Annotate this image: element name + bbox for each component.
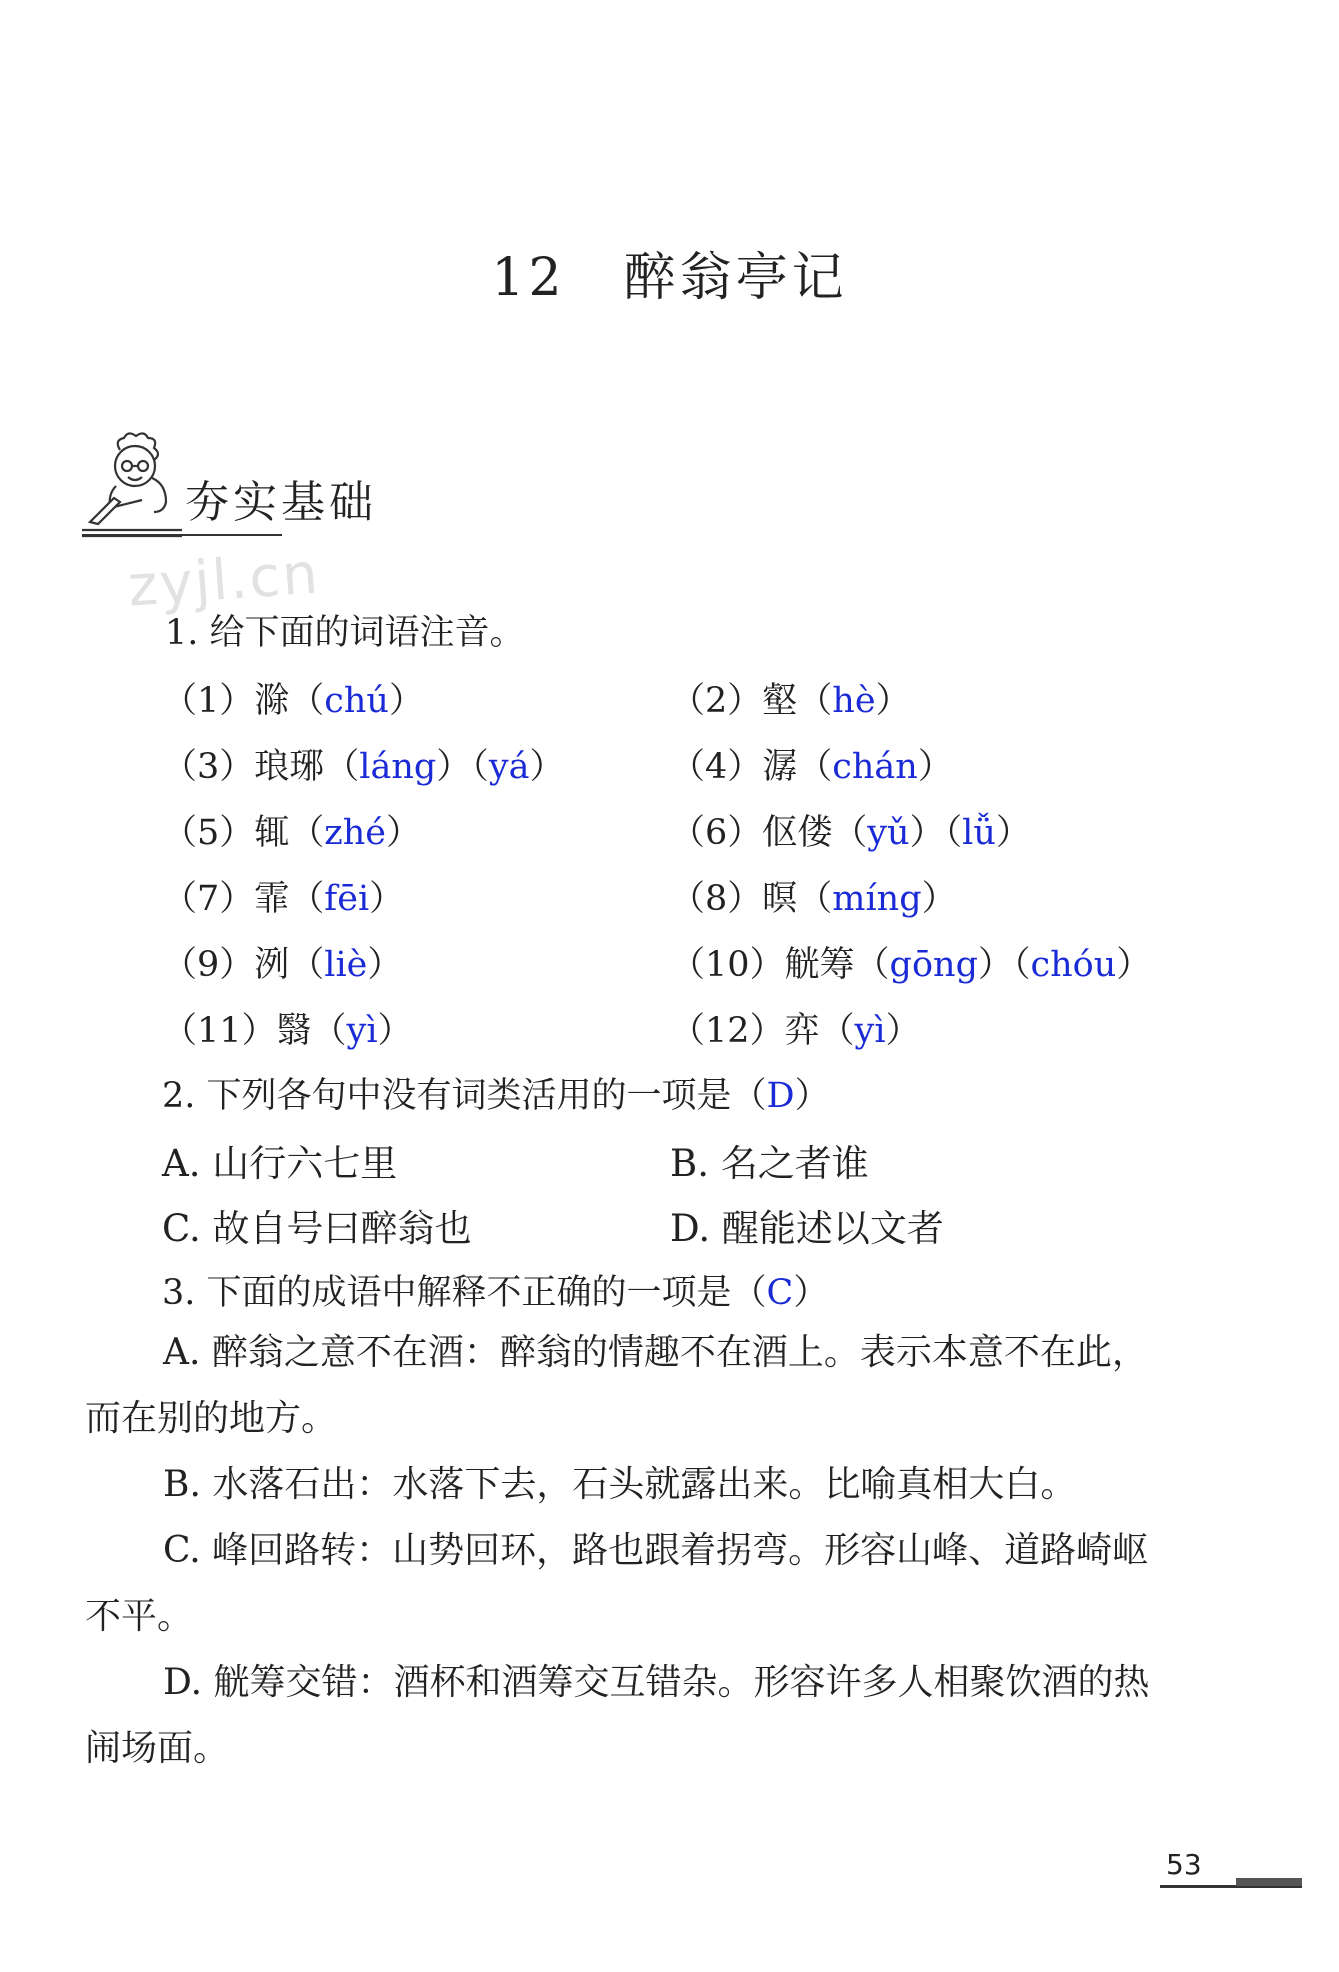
pinyin-item: （1）滁（chú） <box>162 681 424 721</box>
section-label: 夯实基础 <box>185 477 377 528</box>
question-2-prompt: 2. 下列各句中没有词类活用的一项是（D） <box>162 1076 830 1116</box>
lesson-number: 12 <box>491 248 566 308</box>
student-mascot-icon <box>80 430 190 540</box>
pinyin-item: （9）洌（liè） <box>162 945 403 985</box>
answer-text: gōng <box>889 945 978 985</box>
page-footer-block <box>1236 1878 1302 1886</box>
option-c: C. 故自号曰醉翁也 <box>162 1207 472 1250</box>
answer-text: chán <box>832 747 918 787</box>
option-d: D. 觥筹交错：酒杯和酒筹交互错杂。形容许多人相聚饮酒的热闹场面。 <box>85 1662 1150 1769</box>
section-header <box>80 430 400 540</box>
pinyin-item: （5）辄（zhé） <box>162 813 421 853</box>
answer-text: yá <box>488 747 530 787</box>
pinyin-item: （6）伛偻（yǔ）（lǚ） <box>670 813 1031 853</box>
lesson-title <box>0 235 1339 310</box>
option-b: B. 名之者谁 <box>670 1142 869 1185</box>
answer-text: yì <box>346 1011 378 1051</box>
question-1-prompt: 1. 给下面的词语注音。 <box>165 613 525 653</box>
lesson-name: 醉翁亭记 <box>623 248 848 308</box>
pinyin-item: （12）弈（yì） <box>670 1011 921 1051</box>
answer-text: yǔ <box>867 813 910 853</box>
section-underline <box>82 534 282 536</box>
question-3-prompt: 3. 下面的成语中解释不正确的一项是（C） <box>162 1273 829 1313</box>
option-a: A. 山行六七里 <box>162 1142 398 1185</box>
option-d: D. 醒能述以文者 <box>670 1207 944 1250</box>
pinyin-item: （8）暝（míng） <box>670 879 957 919</box>
answer-text: fēi <box>324 879 370 919</box>
pinyin-item: （7）霏（fēi） <box>162 879 405 919</box>
option-c: C. 峰回路转：山势回环，路也跟着拐弯。形容山峰、道路崎岖不平。 <box>85 1530 1149 1637</box>
pinyin-item: （4）潺（chán） <box>670 747 953 787</box>
answer-text: láng <box>359 747 437 787</box>
page-number: 53 <box>1166 1848 1202 1881</box>
answer-text: lǚ <box>962 813 996 853</box>
pinyin-item: （2）壑（hè） <box>670 681 911 721</box>
answer-text: chú <box>324 681 389 721</box>
answer-text: D <box>766 1076 795 1116</box>
option-b: B. 水落石出：水落下去，石头就露出来。比喻真相大白。 <box>163 1464 1077 1505</box>
answer-text: míng <box>832 879 922 919</box>
answer-text: hè <box>832 681 876 721</box>
watermark: zyjl.cn <box>125 541 322 620</box>
answer-text: chóu <box>1030 945 1117 985</box>
pinyin-item: （11）翳（yì） <box>162 1011 413 1051</box>
answer-text: C <box>766 1273 794 1313</box>
option-a: A. 醉翁之意不在酒：醉翁的情趣不在酒上。表示本意不在此，而在别的地方。 <box>85 1332 1148 1439</box>
pinyin-item: （10）觥筹（gōng）（chóu） <box>670 945 1152 985</box>
pinyin-item: （3）琅琊（láng）（yá） <box>162 747 565 787</box>
answer-text: zhé <box>324 813 386 853</box>
answer-text: yì <box>854 1011 886 1051</box>
answer-text: liè <box>324 945 368 985</box>
